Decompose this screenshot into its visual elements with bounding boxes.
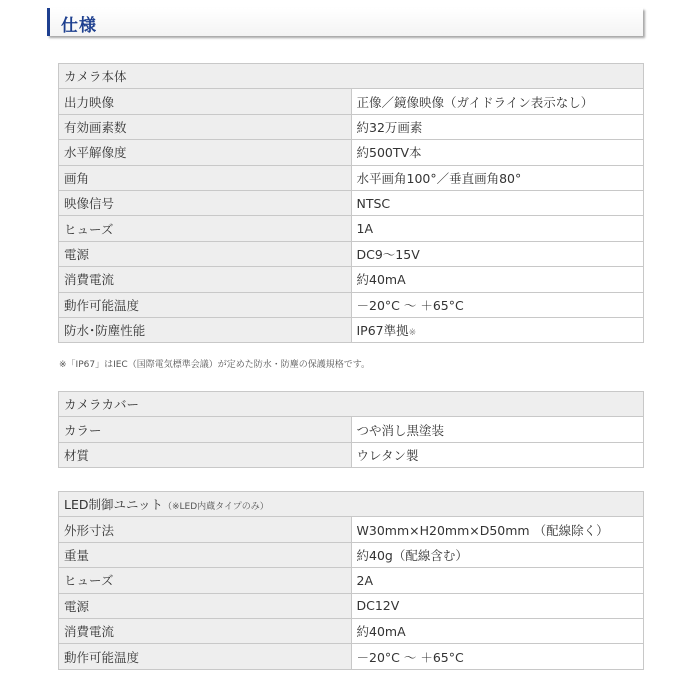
led-table-title: LED制御ユニット xyxy=(64,497,163,513)
table-row xyxy=(59,216,644,241)
table-row xyxy=(59,267,644,292)
row-value: 約40mA xyxy=(351,618,644,643)
table-row xyxy=(59,114,644,139)
row-value: 約500TV本 xyxy=(351,140,644,165)
footnote-mark: ※ xyxy=(408,328,417,339)
row-label: 材質 xyxy=(59,442,352,467)
table-row xyxy=(59,568,644,593)
led-table-header xyxy=(59,492,644,517)
table-row xyxy=(59,165,644,190)
table-row xyxy=(59,241,644,266)
row-label: 外形寸法 xyxy=(59,517,352,542)
row-label: ヒューズ xyxy=(59,568,352,593)
row-label: 画角 xyxy=(59,165,352,190)
row-label: 防水･防塵性能 xyxy=(59,317,352,342)
row-value: 約40g（配線含む） xyxy=(351,542,644,567)
led-table-subtitle: （※LED内蔵タイプのみ） xyxy=(163,502,269,513)
row-value: NTSC xyxy=(351,190,644,215)
row-label: 映像信号 xyxy=(59,190,352,215)
row-label: 動作可能温度 xyxy=(59,292,352,317)
table-row xyxy=(59,618,644,643)
row-label: 重量 xyxy=(59,542,352,567)
table-row xyxy=(59,593,644,618)
row-label: 電源 xyxy=(59,241,352,266)
cover-table-title: カメラカバー xyxy=(59,392,644,417)
waterproof-rating: IP67準拠 xyxy=(356,323,409,339)
row-value: ウレタン製 xyxy=(351,442,644,467)
row-value: W30mm×H20mm×D50mm （配線除く） xyxy=(351,517,644,542)
table-row xyxy=(59,417,644,442)
row-value: 約40mA xyxy=(351,267,644,292)
row-label: 出力映像 xyxy=(59,89,352,114)
row-value: つや消し黒塗装 xyxy=(351,417,644,442)
row-value: －20°C ～ ＋65°C xyxy=(351,644,644,669)
row-label: 電源 xyxy=(59,593,352,618)
row-label: カラー xyxy=(59,417,352,442)
table-row xyxy=(59,644,644,669)
row-value: 水平画角100°／垂直画角80° xyxy=(351,165,644,190)
table-row xyxy=(59,442,644,467)
section-heading xyxy=(47,8,643,36)
table-row xyxy=(59,89,644,114)
table-row xyxy=(59,190,644,215)
row-label: 水平解像度 xyxy=(59,140,352,165)
camera-table-title: カメラ本体 xyxy=(59,64,644,89)
row-value: －20°C ～ ＋65°C xyxy=(351,292,644,317)
row-label: 消費電流 xyxy=(59,618,352,643)
row-value: DC12V xyxy=(351,593,644,618)
row-value: 約32万画素 xyxy=(351,114,644,139)
section-title: 仕様 xyxy=(61,16,97,36)
row-label: 消費電流 xyxy=(59,267,352,292)
row-value: 1A xyxy=(351,216,644,241)
row-label: 動作可能温度 xyxy=(59,644,352,669)
row-label: 有効画素数 xyxy=(59,114,352,139)
row-value: DC9～15V xyxy=(351,241,644,266)
led-spec-table xyxy=(58,491,644,670)
row-value: 2A xyxy=(351,568,644,593)
footnote: ※「IP67」はIEC（国際電気標準会議）が定めた防水・防塵の保護規格です。 xyxy=(59,360,370,370)
table-row xyxy=(59,140,644,165)
row-value: 正像／鏡像映像（ガイドライン表示なし） xyxy=(351,89,644,114)
cover-spec-table xyxy=(58,391,644,468)
row-value xyxy=(351,317,644,342)
table-row xyxy=(59,517,644,542)
table-row xyxy=(59,542,644,567)
row-label: ヒューズ xyxy=(59,216,352,241)
table-row xyxy=(59,317,644,342)
camera-spec-table xyxy=(58,63,644,343)
table-row xyxy=(59,292,644,317)
